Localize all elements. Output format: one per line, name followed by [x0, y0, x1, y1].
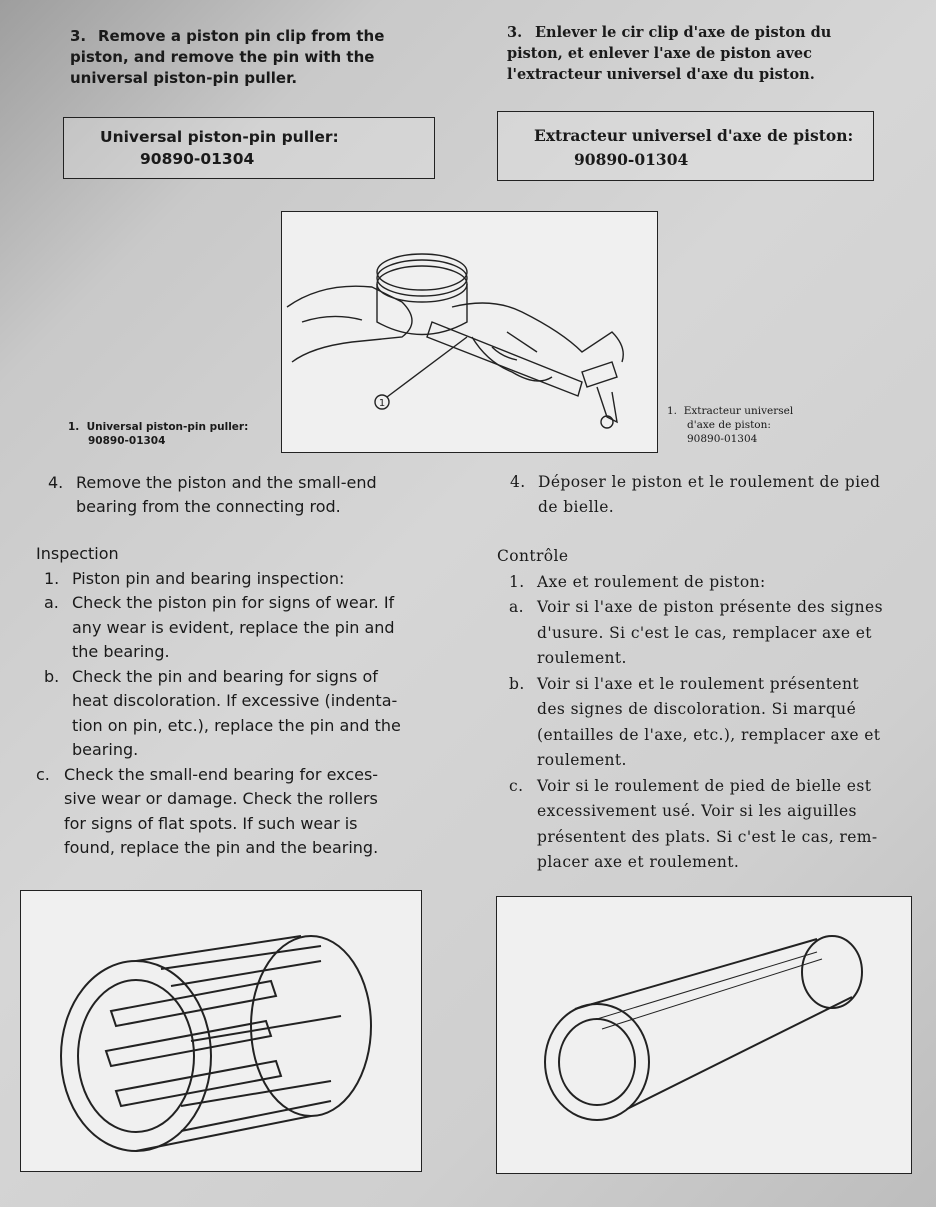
caption-en-line1: Universal piston-pin puller: — [86, 421, 249, 433]
inspection-fr-a — [497, 595, 907, 672]
inspection-en-c — [36, 763, 436, 861]
inspection-fr-c-num: c. — [509, 776, 524, 795]
inspection-en-1-text: Piston pin and bearing inspection: — [72, 568, 345, 588]
inspection-fr-a-num: a. — [509, 598, 524, 616]
step4-fr-num: 4. — [510, 473, 526, 491]
inspection-fr-1-text: Axe et roulement de piston: — [537, 572, 766, 591]
tool-name-fr: Extracteur universel d'axe de piston: — [534, 126, 854, 145]
tool-part-fr: 90890-01304 — [574, 150, 689, 169]
step4-en-line1: Remove the piston and the small-end — [76, 473, 377, 492]
step3-fr-text: Enlever le cir clip d'axe de piston du piston, et enlever l'axe de piston avec l'extracteur universel d'axe du piston. — [507, 24, 832, 83]
caption-fr-num: 1. — [667, 405, 678, 417]
piston-pin-illustration — [497, 897, 911, 1173]
inspection-fr-c-l2: excessivement usé. Voir si les aiguilles — [537, 802, 857, 820]
figure1-caption-fr — [667, 404, 867, 446]
caption-en-num: 1. — [68, 421, 80, 433]
inspection-en-c-l4: found, replace the pin and the bearing. — [64, 838, 379, 857]
figure1-caption-en — [68, 420, 268, 448]
figure-piston-puller — [281, 211, 658, 453]
step4-en-num: 4. — [48, 473, 64, 492]
step3-en-text: Remove a piston pin clip from the piston, and remove the pin with the universal piston-pin puller. — [70, 27, 385, 87]
piston-puller-illustration — [282, 212, 657, 452]
step3-fr-num: 3. — [507, 24, 523, 41]
inspection-en-c-num: c. — [36, 764, 50, 784]
inspection-fr-heading: Contrôle — [497, 547, 569, 565]
inspection-en-1-num: 1. — [44, 568, 60, 588]
caption-fr-line1: Extracteur universel — [683, 405, 794, 417]
inspection-en-b-num: b. — [44, 666, 60, 686]
inspection-fr-c-l1: Voir si le roulement de pied de bielle est — [537, 776, 872, 795]
inspection-en-c-l3: for signs of flat spots. If such wear is — [64, 813, 358, 833]
inspection-fr-c-l4: placer axe et roulement. — [537, 853, 740, 871]
step4-en — [48, 471, 438, 519]
inspection-fr-c — [497, 774, 907, 876]
inspection-fr-c-l3: présentent des plats. Si c'est le cas, rem- — [537, 827, 878, 846]
caption-fr-line3: 90890-01304 — [687, 433, 758, 445]
tool-box-fr — [497, 111, 874, 181]
inspection-en-a — [36, 591, 436, 665]
inspection-en-c-l1: Check the small-end bearing for exces- — [64, 764, 379, 784]
inspection-fr-a-l3: roulement. — [537, 649, 627, 667]
inspection-fr-b-l4: roulement. — [537, 751, 627, 769]
inspection-en-b-l4: bearing. — [72, 740, 139, 759]
inspection-en-b-l3: tion on pin, etc.), replace the pin and the — [72, 715, 401, 735]
inspection-en-a-l3: the bearing. — [72, 642, 170, 661]
tool-part-en: 90890-01304 — [140, 150, 255, 168]
inspection-fr-b-num: b. — [509, 674, 525, 693]
step4-fr — [510, 470, 910, 520]
inspection-fr — [497, 544, 907, 876]
tool-box-en — [63, 117, 435, 179]
inspection-fr-a-l1: Voir si l'axe de piston présente des signes — [537, 598, 883, 616]
inspection-en-c-l2: sive wear or damage. Check the rollers — [64, 789, 378, 808]
inspection-en-a-num: a. — [44, 593, 59, 612]
step3-en — [70, 26, 440, 89]
inspection-en-a-l2: any wear is evident, replace the pin and — [72, 617, 395, 637]
inspection-fr-a-l2: d'usure. Si c'est le cas, remplacer axe et — [537, 623, 872, 642]
figure-needle-bearing — [20, 890, 422, 1172]
inspection-en-a-l1: Check the piston pin for signs of wear. If — [72, 593, 395, 612]
inspection-fr-b — [497, 672, 907, 774]
inspection-fr-b-l2: des signes de discoloration. Si marqué — [537, 700, 857, 718]
inspection-en — [36, 542, 436, 861]
tool-name-en: Universal piston-pin puller: — [100, 128, 339, 146]
inspection-fr-b-l1: Voir si l'axe et le roulement présentent — [537, 674, 860, 693]
caption-fr-line2: d'axe de piston: — [687, 419, 771, 431]
figure-piston-pin — [496, 896, 912, 1174]
inspection-fr-b-l3: (entailles de l'axe, etc.), remplacer axe et — [537, 725, 881, 744]
step4-en-line2: bearing from the connecting rod. — [76, 497, 341, 516]
step4-fr-line2: de bielle. — [538, 498, 615, 516]
needle-bearing-illustration — [21, 891, 421, 1171]
inspection-en-b-l2: heat discoloration. If excessive (indenta- — [72, 691, 398, 710]
figure1-callout: 1 — [378, 398, 386, 409]
caption-en-line2: 90890-01304 — [88, 435, 166, 447]
inspection-fr-1-num: 1. — [509, 572, 525, 591]
inspection-en-heading: Inspection — [36, 544, 119, 563]
step3-fr — [507, 22, 875, 85]
inspection-en-b-l1: Check the pin and bearing for signs of — [72, 666, 378, 686]
inspection-en-b — [36, 665, 436, 763]
step4-fr-line1: Déposer le piston et le roulement de pied — [538, 473, 881, 491]
step3-en-num: 3. — [70, 27, 87, 45]
